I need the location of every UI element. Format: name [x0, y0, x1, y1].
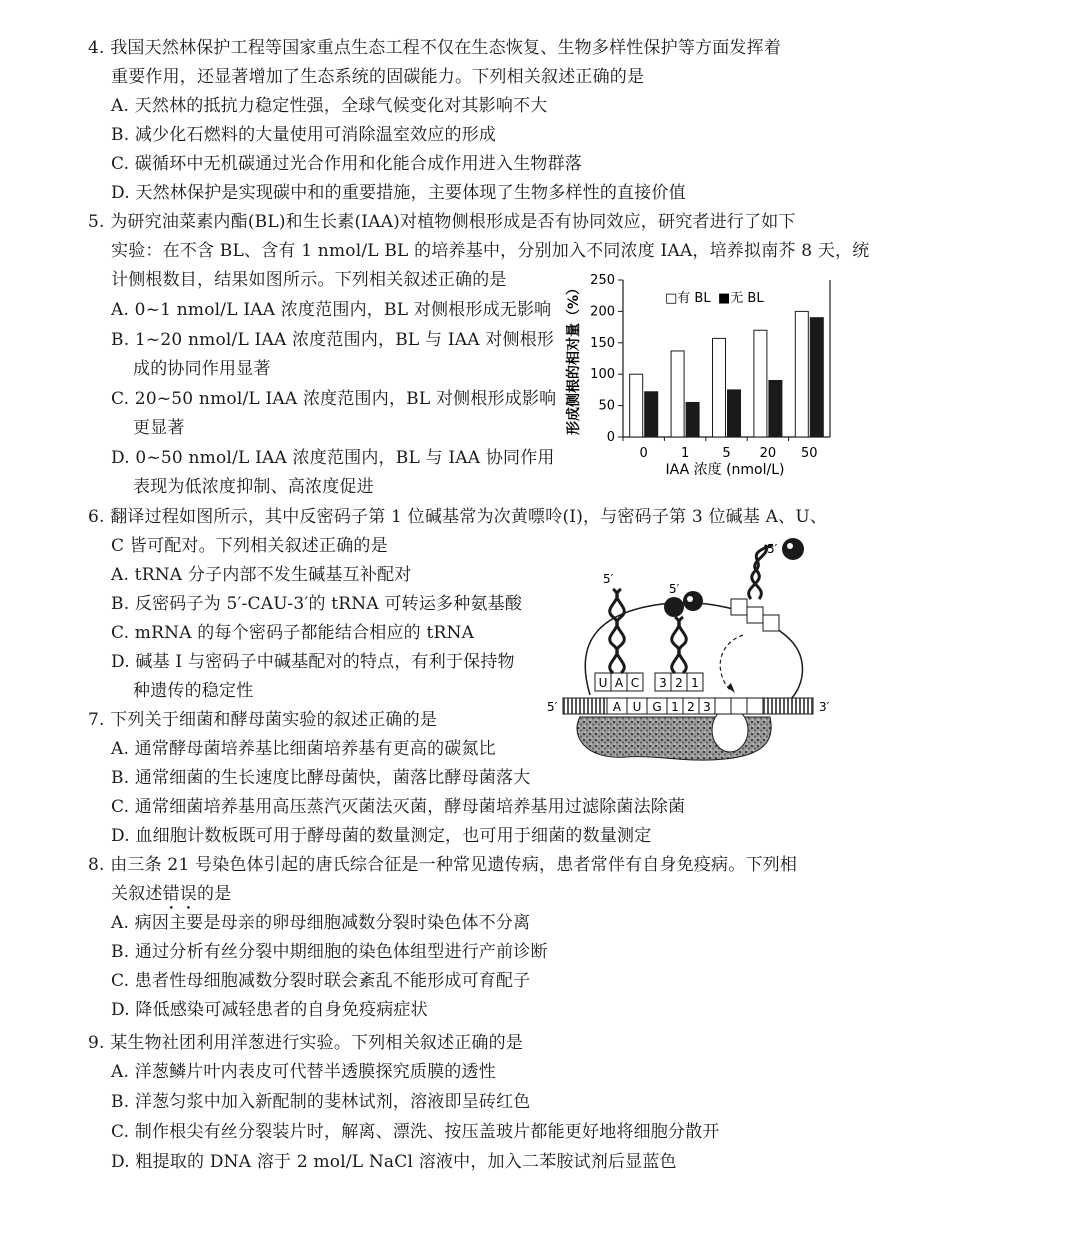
codon-boxes [607, 698, 763, 714]
q6-translation-diagram [535, 535, 845, 785]
bar-with-bl [671, 351, 684, 437]
anticodon-number: 3 [659, 676, 667, 690]
trna-1-5-prime: 5′ [603, 572, 614, 586]
trna-2-5-prime: 5′ [669, 582, 680, 596]
amino-acid-highlight [787, 543, 793, 549]
bar-with-bl [795, 311, 808, 437]
q7-option-a: A. 通常酵母菌培养基比细菌培养基有更高的碳氮比 [111, 739, 496, 759]
bar-with-bl [630, 374, 643, 437]
q5-option-d-line-1: D. 0~50 nmol/L IAA 浓度范围内，BL 与 IAA 协同作用 [111, 448, 555, 468]
bar-without-bl [810, 318, 823, 437]
outgoing-amino-acid-ball [782, 538, 804, 560]
q4-option-c: C. 碳循环中无机碳通过光合作用和化能合成作用进入生物群落 [111, 154, 583, 174]
movement-arrow [720, 635, 743, 691]
x-tick-label: 20 [759, 446, 777, 461]
x-tick-label: 50 [801, 446, 818, 461]
q8-option-b: B. 通过分析有丝分裂中期细胞的染色体组型进行产前诊断 [111, 942, 548, 962]
bar-without-bl [728, 390, 741, 437]
chart-ylabel: 形成侧根的相对量（%） [566, 280, 582, 436]
anticodon-number: 2 [675, 676, 683, 690]
q9-option-a: A. 洋葱鳞片叶内表皮可代替半透膜探究质膜的透性 [111, 1062, 496, 1082]
trna-1-helix [617, 589, 625, 673]
q5-stem-line-3: 计侧根数目，结果如图所示。下列相关叙述正确的是 [111, 270, 507, 290]
q6-option-d-line-1: D. 碱基 I 与密码子中碱基配对的特点，有利于保持物 [111, 652, 515, 672]
codon-base: A [612, 700, 622, 714]
q9-option-b: B. 洋葱匀浆中加入新配制的斐林试剂，溶液即呈砖红色 [111, 1092, 531, 1112]
q4-option-a: A. 天然林的抵抗力稳定性强，全球气候变化对其影响不大 [111, 96, 548, 116]
bar-without-bl [686, 402, 699, 437]
y-tick-label: 250 [590, 273, 615, 288]
y-tick-label: 150 [590, 335, 615, 351]
chart-y-ticks [590, 273, 623, 445]
q4-stem-line-2: 重要作用，还显著增加了生态系统的固碳能力。下列相关叙述正确的是 [111, 67, 645, 87]
x-tick-label: 0 [639, 446, 648, 461]
q8-option-d: D. 降低感染可减轻患者的自身免疫病症状 [111, 1000, 428, 1020]
bar-with-bl [713, 338, 726, 437]
q8-stem-emphasis: 错误 [162, 884, 198, 904]
codon-base: 2 [687, 700, 695, 714]
bar-without-bl [645, 392, 658, 437]
anticodon-uac [595, 673, 643, 691]
codon-base: 3 [703, 700, 711, 714]
q5-option-b-line-1: B. 1~20 nmol/L IAA 浓度范围内，BL 与 IAA 对侧根形 [111, 330, 555, 350]
q7-option-d: D. 血细胞计数板既可用于酵母菌的数量测定，也可用于细菌的数量测定 [111, 826, 652, 846]
q8-option-a: A. 病因主要是母亲的卵母细胞减数分裂时染色体不分离 [111, 913, 531, 933]
trna-2-helix [679, 617, 687, 673]
q6-option-c: C. mRNA 的每个密码子都能结合相应的 tRNA [111, 623, 475, 643]
amino-acid-ball [683, 591, 703, 611]
anticodon-321 [655, 673, 703, 691]
chart-legend-with-bl: □有 BL [665, 291, 711, 306]
q5-bar-chart [560, 268, 840, 483]
chart-xlabel: IAA 浓度 (nmol/L) [665, 462, 785, 478]
q6-option-a: A. tRNA 分子内部不发生碱基互补配对 [111, 565, 412, 585]
q8-stem-prefix: 关叙述 [111, 884, 163, 904]
q8-stem-line-2 [111, 882, 231, 914]
q6-option-d-line-2: 种遗传的稳定性 [133, 681, 254, 701]
ribosome-exit-site [712, 708, 748, 752]
q7-option-c: C. 通常细菌培养基用高压蒸汽灭菌法灭菌，酵母菌培养基用过滤除菌法除菌 [111, 797, 686, 817]
q6-stem-line-1: 6. 翻译过程如图所示，其中反密码子第 1 位碱基常为次黄嘌呤(I)，与密码子第 3 位碱基 A、U、 [88, 507, 828, 527]
chart-x-ticks [623, 437, 818, 461]
q6-stem-line-2: C 皆可配对。下列相关叙述正确的是 [111, 536, 388, 556]
y-tick-label: 200 [590, 304, 615, 320]
q9-option-c: C. 制作根尖有丝分裂装片时，解离、漂洗、按压盖玻片都能更好地将细胞分散开 [111, 1122, 720, 1142]
anticodon-base: A [614, 676, 624, 690]
outgoing-trna-5-prime: 5′ [767, 542, 778, 556]
anticodon-number: 1 [691, 676, 699, 690]
bar-with-bl [754, 330, 767, 437]
anticodon-base: C [630, 676, 640, 690]
q7-stem: 7. 下列关于细菌和酵母菌实验的叙述正确的是 [88, 710, 438, 730]
outgoing-trna-boxes [731, 599, 779, 631]
y-tick-label: 100 [590, 367, 615, 383]
q6-option-b: B. 反密码子为 5′-CAU-3′的 tRNA 可转运多种氨基酸 [111, 594, 523, 614]
codon-base: U [632, 700, 642, 714]
anticodon-base: U [598, 676, 608, 690]
q8-stem-suffix: 的是 [197, 884, 232, 904]
q9-option-d: D. 粗提取的 DNA 溶于 2 mol/L NaCl 溶液中，加入二苯胺试剂后显蓝色 [111, 1152, 677, 1172]
chart-bars [630, 311, 824, 437]
amino-acid-highlight [687, 596, 693, 602]
q4-stem-line-1: 4. 我国天然林保护工程等国家重点生态工程不仅在生态恢复、生物多样性保护等方面发挥着 [88, 38, 782, 58]
q7-option-b: B. 通常细菌的生长速度比酵母菌快，菌落比酵母菌落大 [111, 768, 531, 788]
x-tick-label: 5 [722, 446, 731, 461]
bar-without-bl [769, 380, 782, 437]
q5-stem-line-1: 5. 为研究油菜素内酯(BL)和生长素(IAA)对植物侧根形成是否有协同效应，研究者进行了如下 [88, 212, 796, 232]
q5-option-b-line-2: 成的协同作用显著 [133, 359, 271, 379]
codon-base: G [652, 700, 662, 714]
trna-1-helix [610, 589, 618, 673]
q4-option-d: D. 天然林保护是实现碳中和的重要措施，主要体现了生物多样性的直接价值 [111, 183, 686, 203]
chart-legend-without-bl: ■无 BL [718, 291, 764, 306]
q5-option-c-line-2: 更显著 [133, 418, 185, 438]
q5-stem-line-2: 实验：在不含 BL、含有 1 nmol/L BL 的培养基中，分别加入不同浓度 IAA，培养拟南芥 8 天，统 [111, 241, 870, 261]
q8-stem-line-1: 8. 由三条 21 号染色体引起的唐氏综合征是一种常见遗传病，患者常伴有自身免疫病。下列相 [88, 855, 798, 875]
q5-option-d-line-2: 表现为低浓度抑制、高浓度促进 [133, 477, 374, 497]
y-tick-label: 0 [606, 430, 615, 445]
q8-option-c: C. 患者性母细胞减数分裂时联会紊乱不能形成可育配子 [111, 971, 531, 991]
amino-acid-ball [664, 597, 684, 617]
y-tick-label: 50 [598, 398, 615, 414]
mrna-3-prime-label: 3′ [819, 700, 830, 714]
mrna-5-prime-label: 5′ [547, 700, 558, 714]
x-tick-label: 1 [680, 446, 690, 461]
codon-base: 1 [671, 700, 679, 714]
q9-stem: 9. 某生物社团利用洋葱进行实验。下列相关叙述正确的是 [88, 1033, 524, 1053]
q5-option-a: A. 0~1 nmol/L IAA 浓度范围内，BL 对侧根形成无影响 [111, 300, 552, 320]
q5-option-c-line-1: C. 20~50 nmol/L IAA 浓度范围内，BL 对侧根形成影响 [111, 389, 557, 409]
q4-option-b: B. 减少化石燃料的大量使用可消除温室效应的形成 [111, 125, 497, 145]
